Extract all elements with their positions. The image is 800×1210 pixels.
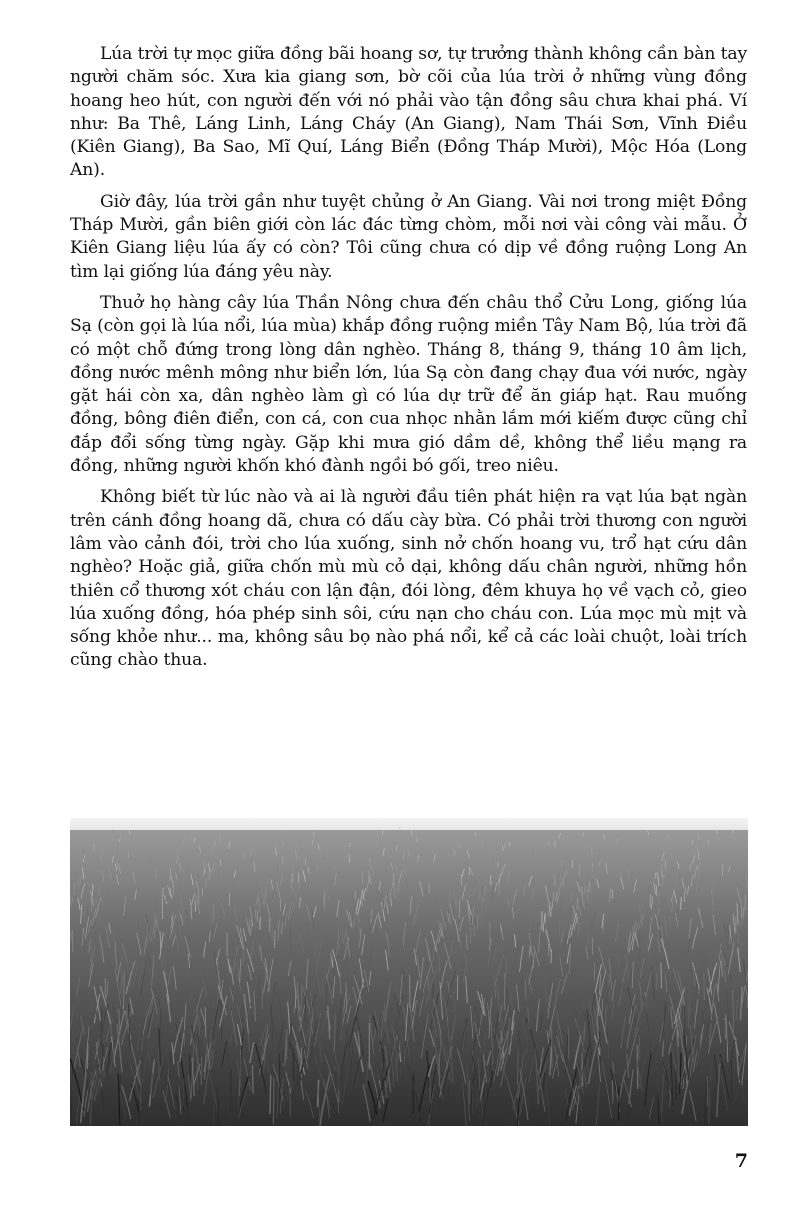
paragraph-2: Giờ đây, lúa trời gần như tuyệt chủng ở An Giang. Vài nơi trong miệt Đồng Tháp Mười, gần biên giới còn lác đác từng chòm, mỗi nơi vài công vài mẫu. Ở Kiên Giang liệu lúa ấy có còn? Tôi cũng chưa có dịp về đồng ruộng Long An tìm lại giống lúa đáng yêu này. [70,191,747,282]
article-body [70,43,747,681]
paragraph-1: Lúa trời tự mọc giữa đồng bãi hoang sơ, tự trưởng thành không cần bàn tay người chăm sóc. Xưa kia giang sơn, bờ cõi của lúa trời ở những vùng đồng hoang heo hút, con người đến với nó phải vào tận đồng sâu chưa khai phá. Ví như: Ba Thê, Láng Linh, Láng Cháy (An Giang), Nam Thái Sơn, Vĩnh Điều (Kiên Giang), Ba Sao, Mĩ Quí, Láng Biển (Đồng Tháp Mười), Mộc Hóa (Long An). [70,44,747,181]
paragraph-3: Thuở họ hàng cây lúa Thần Nông chưa đến châu thổ Cửu Long, giống lúa Sạ (còn gọi là lúa nổi, lúa mùa) khắp đồng ruộng miền Tây Nam Bộ, lúa trời đã có một chỗ đứng trong lòng dân nghèo. Tháng 8, tháng 9, tháng 10 âm lịch, đồng nước mênh mông như biển lớn, lúa Sạ còn đang chạy đua với nước, ngày gặt hái còn xa, dân nghèo làm gì có lúa dự trữ để ăn giáp hạt. Rau muống đồng, bông điên điển, con cá, con cua nhọc nhằn lắm mới kiếm được cũng chỉ đắp đổi sống từng ngày. Gặp khi mưa gió dầm dề, không thể liều mạng ra đồng, những người khốn khó đành ngồi bó gối, treo niêu. [70,292,747,477]
page-number: 7 [734,1150,748,1172]
rice-field-photo [70,818,748,1126]
paragraph-4: Không biết từ lúc nào và ai là người đầu tiên phát hiện ra vạt lúa bạt ngàn trên cánh đồng hoang dã, chưa có dấu cày bừa. Có phải trời thương con người lâm vào cảnh đói, trời cho lúa xuống, sinh nở chốn hoang vu, trổ hạt cứu dân nghèo? Hoặc giả, giữa chốn mù mù cỏ dại, không dấu chân người, những hồn thiên cổ thương xót cháu con lận đận, đói lòng, đêm khuya họ về vạch cỏ, gieo lúa xuống đồng, hóa phép sinh sôi, cứu nạn cho cháu con. Lúa mọc mù mịt và sống khỏe như... ma, không sâu bọ nào phá nổi, kể cả các loài chuột, loài trích cũng chào thua. [70,487,747,671]
wild-rice-field-image [70,818,748,1126]
